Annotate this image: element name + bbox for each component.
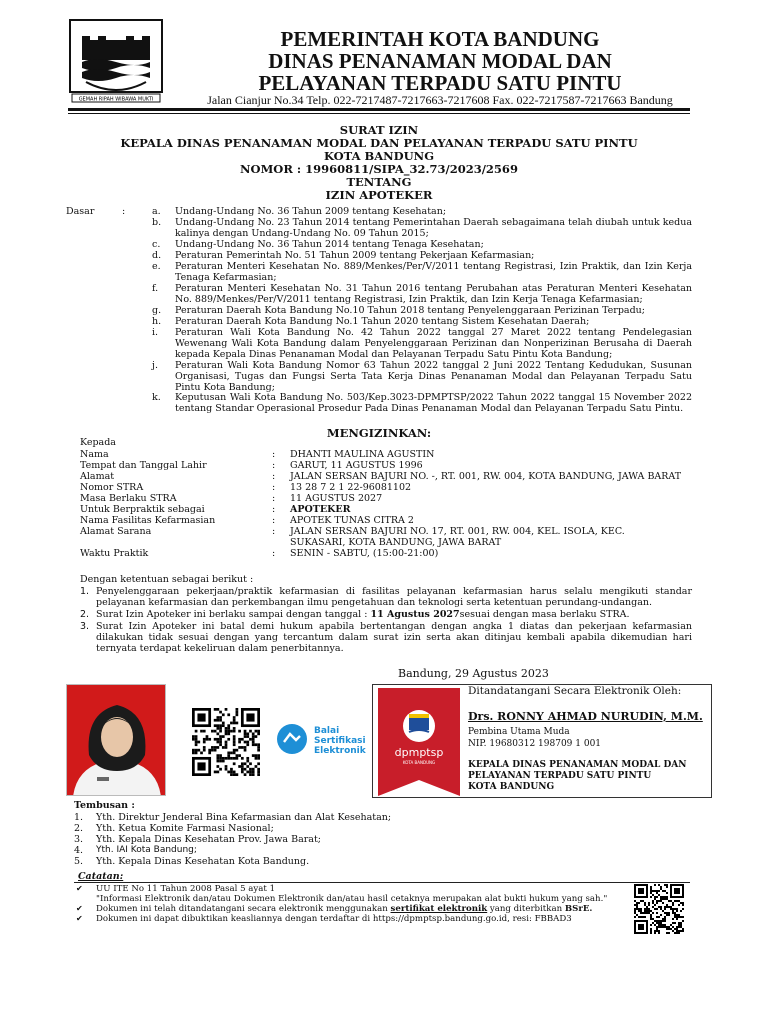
ketentuan-item xyxy=(80,609,692,620)
dasar-item-text: Peraturan Daerah Kota Bandung No.1 Tahun 2020 tentang Sistem Kesehatan Daerah; xyxy=(175,316,590,327)
ketentuan-text-a: Surat Izin Apoteker ini berlaku sampai dengan tanggal : xyxy=(96,609,371,620)
dasar-label: Dasar xyxy=(66,206,95,217)
catatan-rule xyxy=(74,882,690,883)
field-value: JALAN SERSAN BAJURI NO. -, RT. 001, RW. 004, KOTA BANDUNG, JAWA BARAT xyxy=(290,471,682,482)
ketentuan-item xyxy=(80,621,692,655)
dasar-item-key: c. xyxy=(152,239,161,250)
qr-code-icon xyxy=(634,884,684,934)
check-icon: ✔ xyxy=(76,904,83,913)
dasar-item xyxy=(152,392,692,414)
dasar-item-key: f. xyxy=(152,283,159,294)
bsre-logo xyxy=(276,722,386,756)
field-colon: : xyxy=(272,482,276,493)
dasar-item-text: Undang-Undang No. 36 Tahun 2014 tentang Tenaga Kesehatan; xyxy=(175,239,484,250)
tembusan-number: 3. xyxy=(74,834,84,845)
field-label: Alamat xyxy=(80,471,115,482)
catatan-note-text: yang diterbitkan xyxy=(487,904,565,914)
place-date: Bandung, 29 Agustus 2023 xyxy=(398,667,549,680)
ketentuan-text: Penyelenggaraan pekerjaan/praktik kefarmasian di fasilitas pelayanan kefarmasian harus selalu mengikuti standar pelayanan kefarmasian dan perkembangan ilmu pengetahuan dan teknologi serta ketentuan perundang-undangan. xyxy=(96,586,692,609)
bandung-city-crest-logo xyxy=(68,18,164,104)
field-untuk-berpraktik xyxy=(80,504,730,515)
dasar-item-text: Peraturan Menteri Kesehatan No. 889/Menkes/Per/V/2011 tentang Registrasi, Izin Praktik, dan Izin Kerja Tenaga Kefarmasian; xyxy=(175,261,692,284)
field-label: Tempat dan Tanggal Lahir xyxy=(80,460,207,471)
header-line-3: PELAYANAN TERPADU SATU PINTU xyxy=(258,71,622,95)
dpmptsp-stamp xyxy=(378,688,460,796)
tembusan-title: Tembusan : xyxy=(74,800,135,811)
mengizinkan-heading: MENGIZINKAN: xyxy=(326,426,432,440)
dasar-item xyxy=(152,316,692,327)
title-izin-apoteker: IZIN APOTEKER xyxy=(325,188,433,202)
dasar-item xyxy=(152,250,692,261)
dasar-item-text: Peraturan Pemerintah No. 51 Tahun 2009 tentang Pekerjaan Kefarmasian; xyxy=(175,250,535,261)
field-ttl xyxy=(80,460,730,471)
dasar-item xyxy=(152,360,692,394)
tembusan-number: 1. xyxy=(74,812,84,823)
catatan-note-text: Dokumen ini dapat dibuktikan keasliannya dengan terdaftar di https://dpmptsp.bandung.go.id, resi: FBBAD3 xyxy=(96,914,572,924)
catatan-note-text: "Informasi Elektronik dan/atau Dokumen Elektronik dan/atau hasil cetaknya merupakan alat bukti hukum yang sah." xyxy=(96,894,608,904)
field-colon: : xyxy=(272,504,276,515)
tembusan-text: Yth. Kepala Dinas Kesehatan Kota Bandung. xyxy=(96,856,310,867)
field-label: Nomor STRA xyxy=(80,482,144,493)
dasar-item-key: e. xyxy=(152,261,161,272)
bsre-line3: Elektronik xyxy=(314,746,366,756)
field-nomor-stra xyxy=(80,482,730,493)
ketentuan-item xyxy=(80,586,692,608)
catatan-emph-cert: sertifikat elektronik xyxy=(390,904,488,914)
dasar-item-key: g. xyxy=(152,305,162,316)
field-value: JALAN SERSAN BAJURI NO. 17, RT. 001, RW. 004, KEL. ISOLA, KEC. xyxy=(290,526,625,537)
field-waktu-praktik xyxy=(80,548,730,559)
title-surat-izin: SURAT IZIN xyxy=(339,123,419,137)
field-label: Untuk Berpraktik sebagai xyxy=(80,504,205,515)
tembusan-number: 4. xyxy=(74,845,84,856)
field-colon: : xyxy=(272,471,276,482)
field-value: 13 28 7 2 1 22-96081102 xyxy=(290,482,412,493)
field-alamat xyxy=(80,471,730,482)
dasar-colon: : xyxy=(122,206,126,217)
stamp-text: dpmptsp xyxy=(394,746,444,759)
dasar-item xyxy=(152,239,692,250)
dasar-item xyxy=(152,283,692,305)
dasar-item-key: i. xyxy=(152,327,159,338)
check-icon: ✔ xyxy=(76,884,83,893)
signer-name: Drs. RONNY AHMAD NURUDIN, M.M. xyxy=(468,710,703,723)
tembusan-number: 2. xyxy=(74,823,84,834)
field-value: APOTEKER xyxy=(290,504,351,515)
catatan-emph-bsre: BSrE. xyxy=(564,904,593,914)
catatan-note-text: Dokumen ini telah ditandatangani secara elektronik menggunakan xyxy=(96,904,391,914)
ketentuan-text: Surat Izin Apoteker ini batal demi hukum apabila bertentangan dengan angka 1 diatas dan pekerjaan kefarmasian dilakukan tidak sesuai dengan yang tercantum dalam surat izin serta akan ditinjau kembali apabila dikemudian hari ternyata terdapat kekeliruan dalam penerbitannya. xyxy=(96,621,692,655)
field-fasilitas xyxy=(80,515,730,526)
catatan-note-1 xyxy=(74,884,614,894)
catatan-note-2 xyxy=(74,904,614,914)
applicant-photo xyxy=(66,684,166,796)
signer-position-1: KEPALA DINAS PENANAMAN MODAL DAN xyxy=(468,760,687,770)
dasar-item-key: h. xyxy=(152,316,162,327)
ketentuan-expiry-date: 11 Agustus 2027 xyxy=(370,609,460,620)
tembusan-item xyxy=(74,812,674,823)
field-colon: : xyxy=(272,493,276,504)
title-nomor: NOMOR : 19960811/SIPA_32.73/2023/2569 xyxy=(240,162,518,176)
title-tentang: TENTANG xyxy=(346,175,412,189)
signature-heading: Ditandatangani Secara Elektronik Oleh: xyxy=(468,685,682,697)
field-value: SENIN - SABTU, (15:00-21:00) xyxy=(290,548,439,559)
ketentuan-number: 3. xyxy=(80,621,90,632)
header-line-2: DINAS PENANAMAN MODAL DAN xyxy=(268,49,612,73)
field-nama xyxy=(80,449,730,460)
field-colon: : xyxy=(272,460,276,471)
signer-position-2: PELAYANAN TERPADU SATU PINTU xyxy=(468,771,652,781)
field-value: GARUT, 11 AGUSTUS 1996 xyxy=(290,460,423,471)
tembusan-text: Yth. Kepala Dinas Kesehatan Prov. Jawa Barat; xyxy=(96,834,321,845)
field-colon: : xyxy=(272,548,276,559)
tembusan-text: Yth. Ketua Komite Farmasi Nasional; xyxy=(96,823,274,834)
tembusan-item xyxy=(74,856,674,867)
dasar-item xyxy=(152,261,692,283)
dasar-item-key: k. xyxy=(152,392,161,403)
signer-rank: Pembina Utama Muda xyxy=(468,727,570,737)
catatan-title: Catatan: xyxy=(78,871,124,882)
header-line-1: PEMERINTAH KOTA BANDUNG xyxy=(280,27,600,51)
dasar-item xyxy=(152,305,692,316)
logo-motto: GEMAH RIPAH WIBAWA MUKTI xyxy=(78,96,154,103)
dasar-item-text: Keputusan Wali Kota Bandung No. 503/Kep.3023-DPMPTSP/2022 Tahun 2022 tanggal 15 November 2022 tentang Standar Operasional Prosedur Pada Dinas Penanaman Modal dan Pelayanan Terpadu Satu Pintu. xyxy=(175,392,692,415)
field-value: DHANTI MAULINA AGUSTIN xyxy=(290,449,435,460)
dasar-item-text: Peraturan Menteri Kesehatan No. 31 Tahun 2016 tentang Perubahan atas Peraturan Menteri Kesehatan No. 889/Menkes/Per/V/2011 tentang Registrasi, Izin Praktik, dan Izin Kerja Tenaga Kefarmasian; xyxy=(175,283,692,306)
tembusan-number: 5. xyxy=(74,856,84,867)
field-label: Masa Berlaku STRA xyxy=(80,493,177,504)
header-address: Jalan Cianjur No.34 Telp. 022-7217487-7217663-7217608 Fax. 022-7217587-7217663 Bandung xyxy=(207,93,673,107)
dasar-item-key: a. xyxy=(152,206,161,217)
dasar-item-key: b. xyxy=(152,217,162,228)
ketentuan-number: 2. xyxy=(80,609,90,620)
signer-position-3: KOTA BANDUNG xyxy=(468,782,555,792)
tembusan-text: Yth. Direktur Jenderal Bina Kefarmasian dan Alat Kesehatan; xyxy=(96,812,392,823)
tembusan-item xyxy=(74,823,674,834)
field-alamat-sarana xyxy=(80,526,730,548)
ketentuan-text-c: sesuai dengan masa berlaku STRA. xyxy=(459,609,630,620)
field-label: Nama xyxy=(80,449,109,460)
catatan-note-text: UU ITE No 11 Tahun 2008 Pasal 5 ayat 1 xyxy=(96,884,276,894)
dasar-item xyxy=(152,327,692,361)
bsre-line1: Balai xyxy=(314,726,340,736)
field-label: Waktu Praktik xyxy=(80,548,149,559)
dasar-item-key: d. xyxy=(152,250,162,261)
stamp-sub: KOTA BANDUNG xyxy=(402,760,436,765)
tembusan-item xyxy=(74,845,674,856)
title-kota: KOTA BANDUNG xyxy=(323,149,435,163)
check-icon: ✔ xyxy=(76,914,83,923)
bsre-line2: Sertifikasi xyxy=(314,736,366,746)
dasar-item-text: Peraturan Wali Kota Bandung No. 42 Tahun 2022 tanggal 27 Maret 2022 tentang Pendelegasian Wewenang Wali Kota Bandung dalam Penyelenggaraan Perizinan dan Nonperizinan Berusaha di Daerah kepada Kepala Dinas Penanaman Modal dan Pelayanan Terpadu Satu Pintu Kota Bandung; xyxy=(175,327,692,361)
kepada-label: Kepada xyxy=(80,437,116,448)
field-masa-berlaku xyxy=(80,493,730,504)
signer-nip: NIP. 19680312 198709 1 001 xyxy=(468,739,602,749)
ketentuan-number: 1. xyxy=(80,586,90,597)
qr-code-icon xyxy=(192,708,260,776)
ketentuan-text xyxy=(96,609,692,620)
catatan-note-1b xyxy=(74,894,614,904)
tembusan-item xyxy=(74,834,674,845)
dasar-item-key: j. xyxy=(152,360,158,371)
field-colon: : xyxy=(272,526,276,537)
field-value: APOTEK TUNAS CITRA 2 xyxy=(290,515,414,526)
dasar-item xyxy=(152,206,692,217)
field-colon: : xyxy=(272,515,276,526)
ketentuan-intro: Dengan ketentuan sebagai berikut : xyxy=(80,574,254,585)
catatan-note-3 xyxy=(74,914,614,924)
dasar-item-text: Peraturan Wali Kota Bandung Nomor 63 Tahun 2022 tanggal 2 Juni 2022 Tentang Kedudukan, Susunan Organisasi, Tugas dan Fungsi Serta Tata Kerja Dinas Penanaman Modal dan Pelayanan Terpadu Satu Pintu Kota Bandung; xyxy=(175,360,692,394)
field-label: Alamat Sarana xyxy=(80,526,152,537)
field-value: 11 AGUSTUS 2027 xyxy=(290,493,383,504)
header-rule-thick xyxy=(68,108,690,111)
field-colon: : xyxy=(272,449,276,460)
title-kepala: KEPALA DINAS PENANAMAN MODAL DAN PELAYANAN TERPADU SATU PINTU xyxy=(120,136,638,150)
dasar-item xyxy=(152,217,692,239)
bsre-logo-icon xyxy=(277,724,307,754)
dasar-item-text: Undang-Undang No. 36 Tahun 2009 tentang Kesehatan; xyxy=(175,206,447,217)
header-rule-thin xyxy=(68,113,690,114)
field-label: Nama Fasilitas Kefarmasian xyxy=(80,515,216,526)
dasar-item-text: Undang-Undang No. 23 Tahun 2014 tentang Pemerintahan Daerah sebagaimana telah diubah untuk kedua kalinya dengan Undang-Undang No. 09 Tahun 2015; xyxy=(175,217,692,240)
field-value-line2: SUKASARI, KOTA BANDUNG, JAWA BARAT xyxy=(290,537,502,548)
dasar-item-text: Peraturan Daerah Kota Bandung No.10 Tahun 2018 tentang Penyelenggaraan Perizinan Terpadu; xyxy=(175,305,645,316)
tembusan-text: Yth. IAI Kota Bandung; xyxy=(96,845,197,855)
